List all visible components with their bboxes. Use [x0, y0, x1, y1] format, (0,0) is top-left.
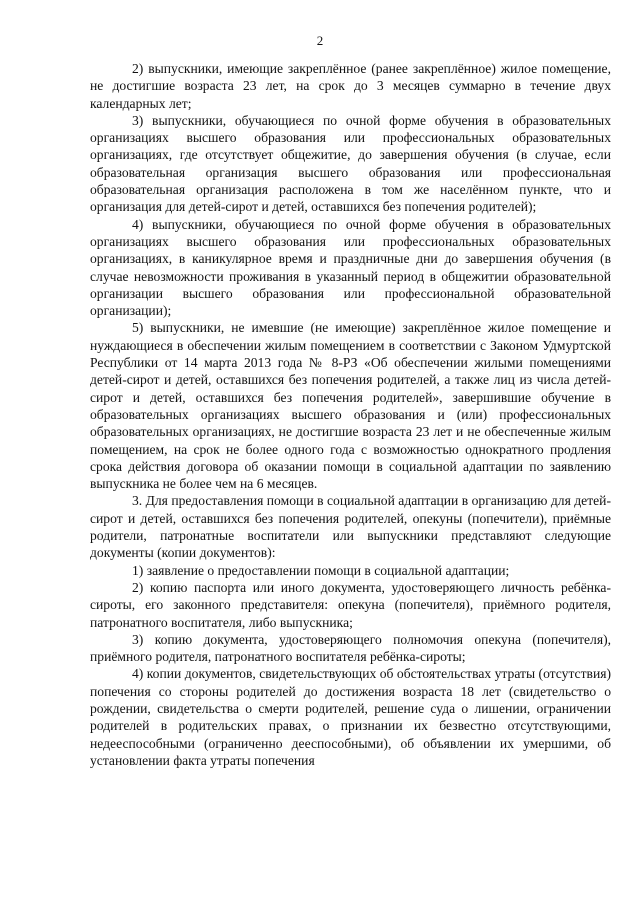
document-body — [90, 60, 611, 769]
paragraph-item-3-full-time-students-no-dormitory: 3) выпускники, обучающиеся по очной форме обучения в образовательных организациях высшего образования или профессиональных образовательных организациях, где отсутствует общежитие, до завершения обучения (в случае, если образовательная организация высшего образования или профессиональная образовательная организация расположена в том же населённом пункте, что и организация для детей-сирот и детей, оставшихся без попечения родителей); — [90, 112, 611, 215]
paragraph-item-2-graduates-with-housing: 2) выпускники, имеющие закреплённое (ранее закреплённое) жилое помещение, не достигшие возраста 23 лет, на срок до 3 месяцев суммарно в течение двух календарных лет; — [90, 61, 611, 111]
paragraph-doc-2-passport-copy: 2) копию паспорта или иного документа, удостоверяющего личность ребёнка-сироты, его законного представителя: опекуна (попечителя), приёмного родителя, патронатного воспитателя, либо выпускника; — [90, 579, 611, 630]
paragraph-doc-1-application: 1) заявление о предоставлении помощи в социальной адаптации; — [132, 562, 510, 578]
paragraph-section-3-required-documents: 3. Для предоставления помощи в социальной адаптации в организацию для детей-сирот и детей, оставшихся без попечения родителей, опекуны (попечители), приёмные родители, патронатные воспитатели или выпускники представляют следующие документы (копии документов): — [90, 493, 611, 561]
paragraph-doc-4-loss-of-care-documents: 4) копии документов, свидетельствующих об обстоятельствах утраты (отсутствия) попечения со стороны родителей до достижения возраста 18 лет (свидетельство о рождении, свидетельства о смерти родителей, решение суда о лишении, ограничении родителей в родительских правах, о признании их безвестно отсутствующими, недееспособными (ограниченно дееспособными), об объявлении их умершими, об установлении факта утраты попечения — [90, 666, 611, 768]
paragraph-item-5-graduates-without-housing: 5) выпускники, не имевшие (не имеющие) закреплённое жилое помещение и нуждающиеся в обеспечении жилым помещением в соответствии с Законом Удмуртской Республики от 14 марта 2013 года № 8-РЗ «Об обеспечении жилыми помещениями детей-сирот и детей, оставшихся без попечения родителей, а также лиц из числа детей-сирот и детей, оставшихся без попечения родителей», завершившие обучение в образовательных организациях высшего образования и (или) профессиональных образовательных организациях, не достигшие возраста 23 лет и не обеспеченные жилым помещением, на срок не более одного года с возможностью однократного продления срока действия договора об оказании помощи в социальной адаптации по заявлению выпускника не более чем на 6 месяцев. — [90, 320, 611, 492]
paragraph-doc-3-authority-document: 3) копию документа, удостоверяющего полномочия опекуна (попечителя), приёмного родителя, патронатного воспитателя ребёнка-сироты; — [90, 631, 611, 665]
paragraph-item-4-full-time-students-holidays: 4) выпускники, обучающиеся по очной форме обучения в образовательных организациях высшего образования или профессиональных образовательных организациях, в каникулярное время и праздничные дни до завершения обучения (в случае невозможности проживания в указанный период в общежитии образовательной организации высшего образования или профессиональной образовательной организации); — [90, 216, 611, 319]
page-number: 2 — [316, 33, 324, 48]
